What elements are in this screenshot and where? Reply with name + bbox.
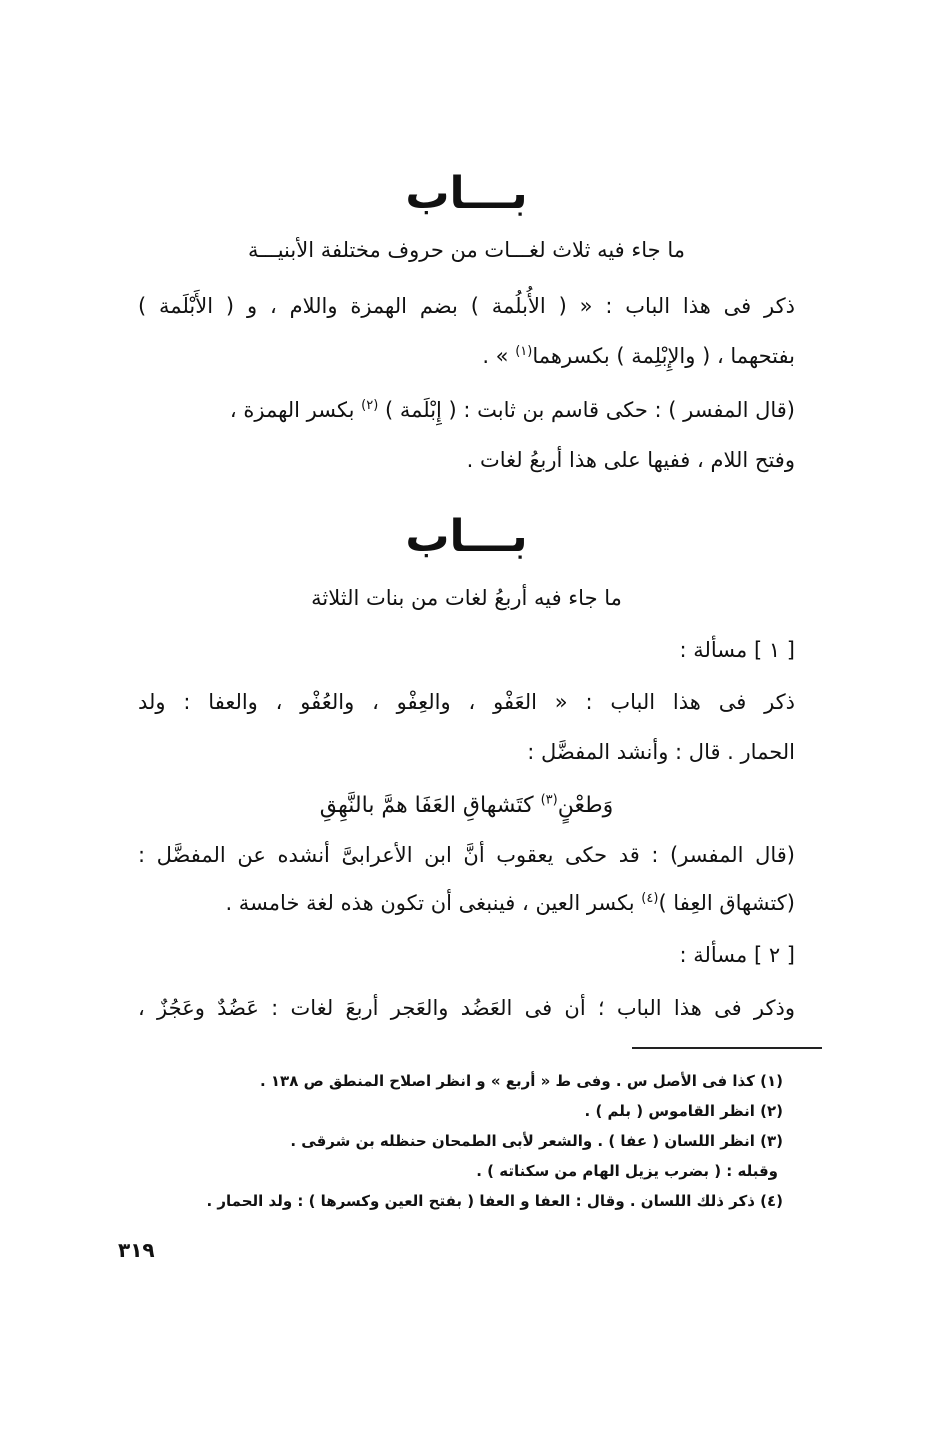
- body-line: ذكر فى هذا الباب : « ( الأُبلُمة ) بضم الهمزة واللام ، و ( الأَبْلَمة ): [138, 294, 795, 318]
- body-line: [225, 893, 795, 914]
- footnote-marker: (١): [515, 344, 533, 359]
- footnote: (٢) انظر القاموس ( بلم ) .: [584, 1102, 783, 1120]
- footnote: وقبله : ( بضرب يزيل الهام من سكناته ) .: [476, 1162, 778, 1180]
- body-text: بكسر الهمزة ،: [229, 398, 355, 422]
- body-text: بكسر العين ، فينبغى أن تكون هذه لغة خامسة .: [225, 891, 635, 915]
- body-line: (قال المفسر) : قد حكى يعقوب أنَّ ابن الأعرابىَّ أنشده عن المفضَّل :: [138, 843, 795, 867]
- body-line: [482, 346, 795, 367]
- body-text: » .: [482, 344, 509, 368]
- body-line: ذكر فى هذا الباب : « العَفْو ، والعِفْو ، والعُفْو ، والعفا : ولد: [138, 690, 795, 714]
- footnote: (٤) ذكر ذلك اللسان . وقال : العفا و العفا ( بفتح العين وكسرها ) : ولد الحمار .: [206, 1192, 783, 1210]
- body-line: [230, 400, 795, 421]
- footnote-marker: (٣): [540, 792, 558, 808]
- issue-label: [ ٢ ] مسألة :: [679, 943, 795, 967]
- section-subtitle: ما جاء فيه ثلاث لغـــات من حروف مختلفة الأبنيـــة: [248, 238, 685, 262]
- footnote: (١) كذا فى الأصل س . وفى ط « أربع » و انظر اصلاح المنطق ص ١٣٨ .: [259, 1072, 783, 1090]
- body-text: (قال المفسر ) : حكى قاسم بن ثابت : ( إِبْلَمة ): [384, 398, 795, 422]
- footnote: (٣) انظر اللسان ( عفا ) . والشعر لأبى الطمحان حنظله بن شرقى .: [290, 1132, 783, 1150]
- footnote-marker: (٤): [641, 891, 659, 906]
- body-line: وفتح اللام ، ففيها على هذا أربعُ لغات .: [466, 448, 795, 472]
- verse-text: وَطعْنٍ: [557, 793, 614, 818]
- body-line: وذكر فى هذا الباب ؛ أن فى العَضُد والعَجر أربعَ لغات : عَضُدٌ وعَجُزٌ ،: [138, 996, 795, 1020]
- section-subtitle: ما جاء فيه أربعُ لغات من بنات الثلاثة: [311, 586, 622, 610]
- footnote-divider: [632, 1047, 822, 1049]
- section-heading: بـــاب: [405, 511, 528, 562]
- section-heading: بـــاب: [405, 168, 528, 219]
- page-number: ٣١٩: [118, 1238, 155, 1262]
- body-text: بفتحهما ، ( والإِبْلِمة ) بكسرهما: [532, 344, 795, 368]
- footnote-marker: (٢): [361, 398, 379, 413]
- body-line: الحمار . قال : وأنشد المفضَّل :: [527, 740, 795, 764]
- issue-label: [ ١ ] مسألة :: [679, 638, 795, 662]
- verse-text: كتَشهاقِ العَفَا همَّ بالنَّهِقِ: [319, 793, 534, 818]
- verse-line: [0, 792, 933, 818]
- body-text: (كتشهاق العِفا ): [658, 891, 795, 915]
